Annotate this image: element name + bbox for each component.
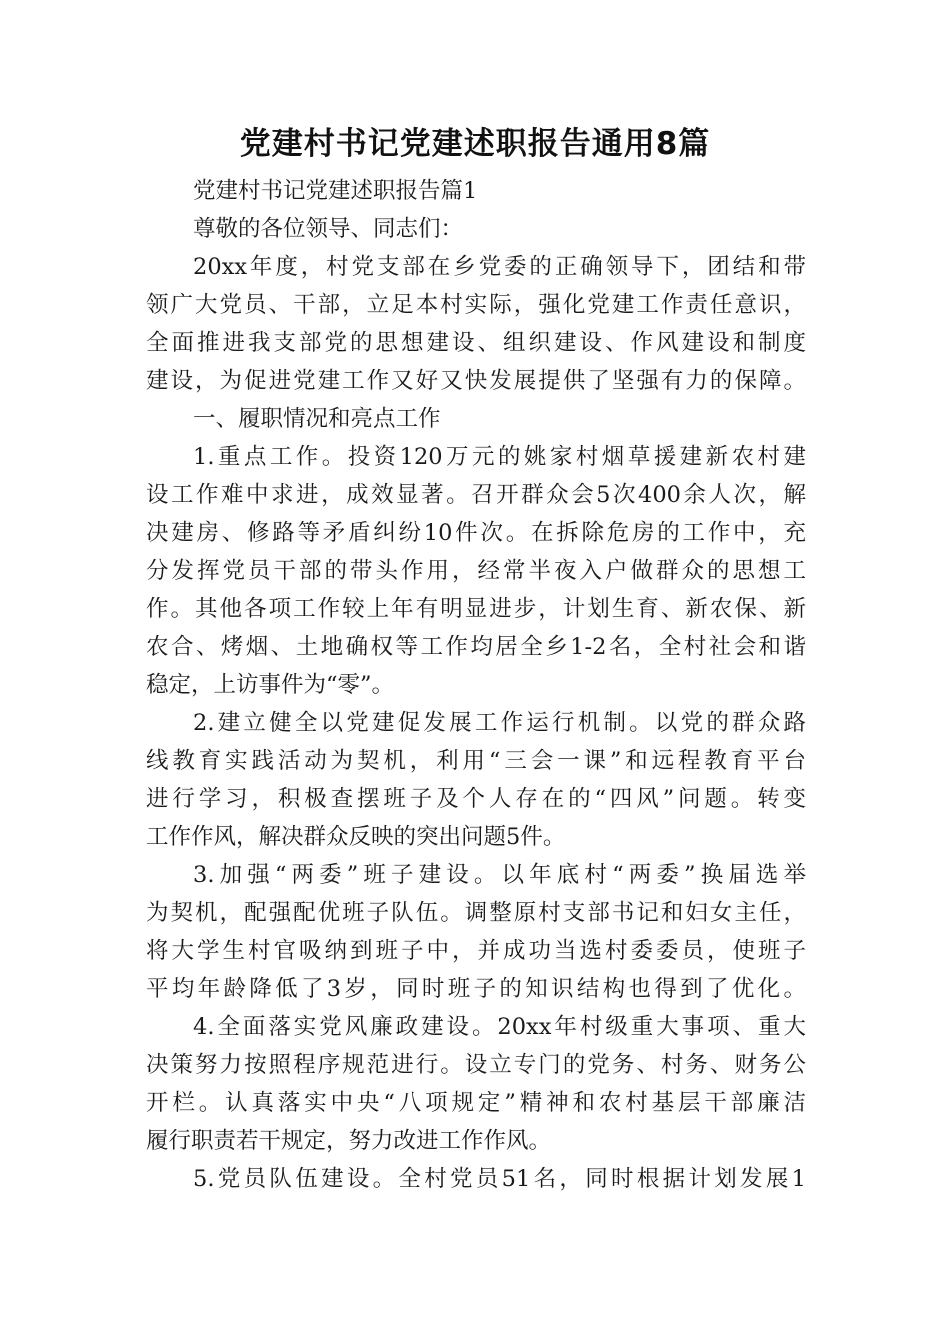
paragraph-line: 决建房、修路等矛盾纠纷10件次。在拆除危房的工作中，充 [146,520,806,546]
paragraph-line: 将大学生村官吸纳到班子中，并成功当选村委委员，使班子 [146,938,806,964]
paragraph-line: 5.党员队伍建设。全村党员51名，同时根据计划发展1 [193,1166,806,1192]
section-heading: 一、履职情况和亮点工作 [193,406,441,432]
paragraph-line: 进行学习，积极查摆班子及个人存在的“四风”问题。转变 [146,786,806,812]
paragraph-line: 农合、烤烟、土地确权等工作均居全乡1-2名，全村社会和谐 [146,634,806,660]
paragraph-line: 2.建立健全以党建促发展工作运行机制。以党的群众路 [193,710,806,736]
paragraph-line: 为契机，配强配优班子队伍。调整原村支部书记和妇女主任， [146,900,806,926]
paragraph-line: 领广大党员、干部，立足本村实际，强化党建工作责任意识， [146,292,806,318]
paragraph-line: 工作作风，解决群众反映的突出问题5件。 [146,824,566,850]
paragraph-line: 履行职责若干规定，努力改进工作作风。 [146,1128,552,1154]
paragraph-line: 全面推进我支部党的思想建设、组织建设、作风建设和制度 [146,330,806,356]
paragraph-line: 作。其他各项工作较上年有明显进步，计划生育、新农保、新 [146,596,806,622]
paragraph-line: 4.全面落实党风廉政建设。20xx年村级重大事项、重大 [193,1014,806,1040]
paragraph-line: 稳定，上访事件为“零”。 [146,672,395,698]
paragraph-line: 平均年龄降低了3岁，同时班子的知识结构也得到了优化。 [146,976,806,1002]
paragraph-line: 建设，为促进党建工作又好又快发展提供了坚强有力的保障。 [146,368,806,394]
document-title: 党建村书记党建述职报告通用8篇 [239,126,711,162]
paragraph-line: 设工作难中求进，成效显著。召开群众会5次400余人次，解 [146,482,806,508]
subtitle-line: 党建村书记党建述职报告篇1 [193,178,478,204]
paragraph-line: 开栏。认真落实中央“八项规定”精神和农村基层干部廉洁 [146,1090,806,1116]
paragraph-line: 分发挥党员干部的带头作用，经常半夜入户做群众的思想工 [146,558,806,584]
paragraph-line: 3.加强“两委”班子建设。以年底村“两委”换届选举 [193,862,806,888]
paragraph-line: 线教育实践活动为契机，利用“三会一课”和远程教育平台 [146,748,806,774]
paragraph-line: 决策努力按照程序规范进行。设立专门的党务、村务、财务公 [146,1052,806,1078]
paragraph-line: 1.重点工作。投资120万元的姚家村烟草援建新农村建 [193,444,806,470]
paragraph-line: 20xx年度，村党支部在乡党委的正确领导下，团结和带 [193,254,806,280]
salutation-line: 尊敬的各位领导、同志们： [193,216,464,242]
